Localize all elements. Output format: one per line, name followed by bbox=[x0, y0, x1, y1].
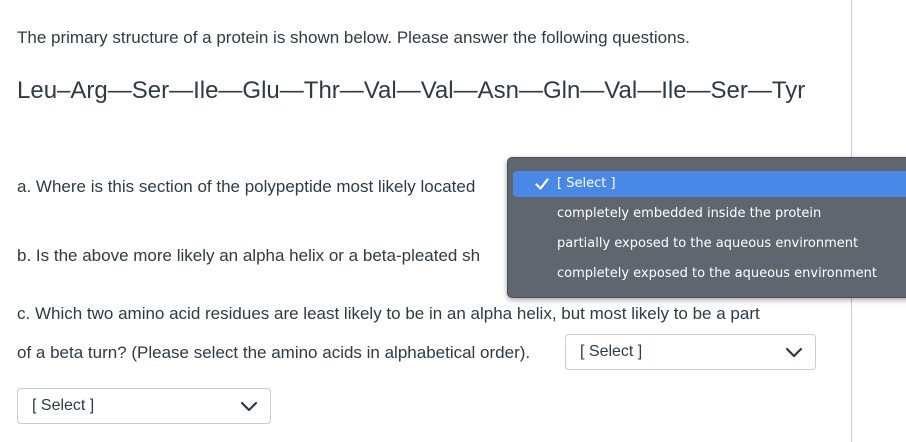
question-a: a. Where is this section of the polypeptide most likely located bbox=[17, 177, 476, 196]
question-b: b. Is the above more likely an alpha helix or a beta-pleated sh bbox=[17, 246, 481, 265]
select-value: [ Select ] bbox=[580, 343, 643, 360]
dropdown-option-label: completely exposed to the aqueous environment bbox=[557, 266, 877, 281]
question-a-dropdown-menu bbox=[507, 157, 906, 298]
protein-sequence: Leu–Arg—Ser—Ile—Glu—Thr—Val—Val—Asn—Gln—Val—Ile—Ser—Tyr bbox=[17, 77, 806, 104]
question-c-second-select[interactable] bbox=[17, 388, 271, 424]
dropdown-option-embedded[interactable] bbox=[513, 201, 906, 227]
dropdown-option-completely-exposed[interactable] bbox=[513, 261, 906, 287]
question-c-line2: of a beta turn? (Please select the amino acids in alphabetical order). bbox=[17, 343, 531, 362]
dropdown-option-partially-exposed[interactable] bbox=[513, 231, 906, 257]
question-c-line1: c. Which two amino acid residues are least likely to be in an alpha helix, but most likely to be a part bbox=[17, 304, 760, 323]
dropdown-option-label: partially exposed to the aqueous environment bbox=[557, 236, 859, 251]
chevron-down-icon bbox=[240, 399, 258, 413]
question-intro: The primary structure of a protein is shown below. Please answer the following questions. bbox=[17, 28, 690, 47]
checkmark-icon bbox=[535, 177, 549, 191]
dropdown-option-select[interactable] bbox=[513, 171, 906, 197]
chevron-down-icon bbox=[785, 345, 803, 359]
dropdown-option-label: completely embedded inside the protein bbox=[557, 206, 822, 221]
question-c-first-select[interactable] bbox=[565, 334, 816, 370]
select-value: [ Select ] bbox=[32, 397, 95, 414]
dropdown-option-label: [ Select ] bbox=[557, 176, 616, 191]
